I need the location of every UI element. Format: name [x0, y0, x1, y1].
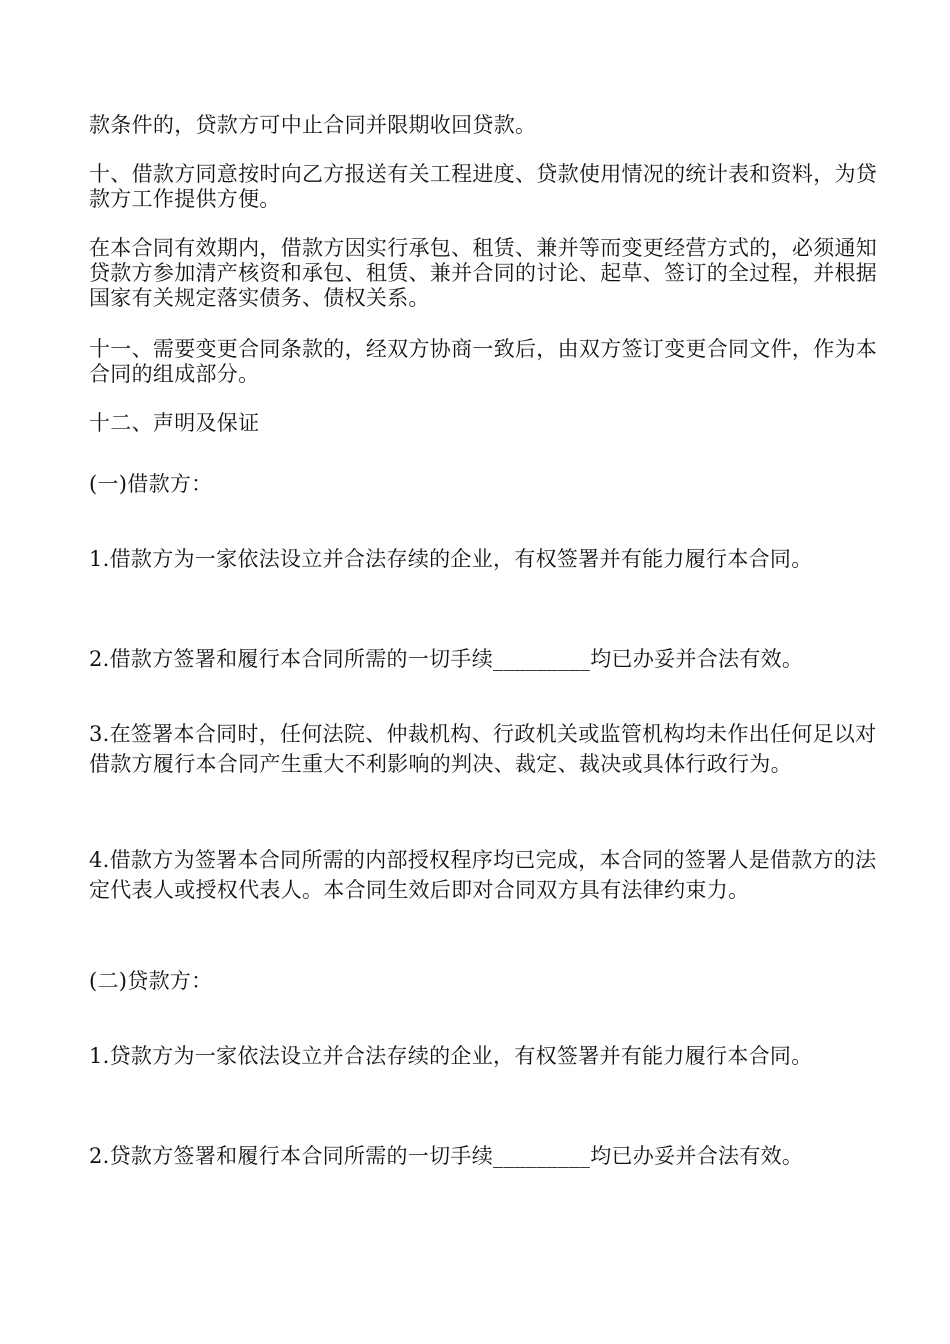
lender-item-2: 2.贷款方签署和履行本合同所需的一切手续_________均已办妥并合法有效。 — [89, 1144, 804, 1168]
heading-clause-12: 十二、声明及保证 — [89, 411, 260, 435]
borrower-item-2: 2.借款方签署和履行本合同所需的一切手续_________均已办妥并合法有效。 — [89, 647, 804, 671]
paragraph-loan-terms: 款条件的，贷款方可中止合同并限期收回贷款。 — [89, 113, 537, 137]
borrower-item-1: 1.借款方为一家依法设立并合法存续的企业，有权签署并有能力履行本合同。 — [89, 547, 813, 571]
paragraph-business-change: 在本合同有效期内，借款方因实行承包、租赁、兼并等而变更经营方式的，必须通知贷款方参加清产核资和承包、租赁、兼并合同的讨论、起草、签订的全过程，并根据国家有关规定落实债务、债权关系。 — [89, 236, 878, 310]
paragraph-clause-11: 十一、需要变更合同条款的，经双方协商一致后，由双方签订变更合同文件，作为本合同的组成部分。 — [89, 337, 878, 386]
heading-borrower: (一)借款方： — [89, 472, 213, 496]
heading-lender: (二)贷款方： — [89, 969, 213, 993]
lender-item-1: 1.贷款方为一家依法设立并合法存续的企业，有权签署并有能力履行本合同。 — [89, 1044, 813, 1068]
borrower-item-3: 3.在签署本合同时，任何法院、仲裁机构、行政机关或监管机构均未作出任何足以对借款方履行本合同产生重大不利影响的判决、裁定、裁决或具体行政行为。 — [89, 722, 877, 776]
paragraph-clause-10: 十、借款方同意按时向乙方报送有关工程进度、贷款使用情况的统计表和资料，为贷款方工作提供方便。 — [89, 162, 878, 211]
borrower-item-4: 4.借款方为签署本合同所需的内部授权程序均已完成，本合同的签署人是借款方的法定代表人或授权代表人。本合同生效后即对合同双方具有法律约束力。 — [89, 848, 877, 902]
